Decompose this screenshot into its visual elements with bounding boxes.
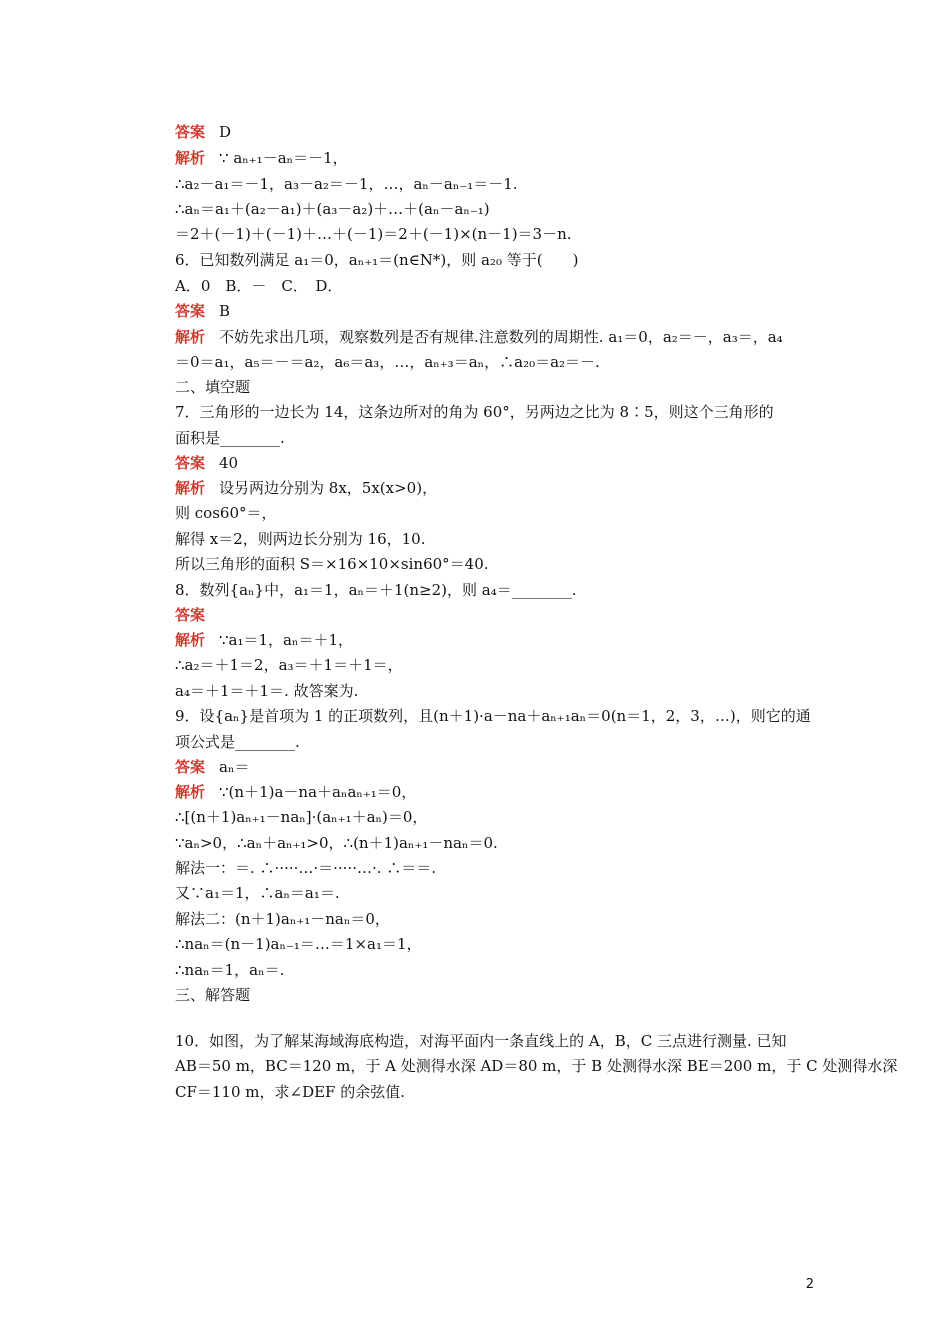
text-line bbox=[175, 352, 600, 372]
answer-label: 答案 bbox=[175, 123, 206, 141]
line-text: ∵a₁＝1，aₙ＝＋1， bbox=[219, 631, 354, 649]
line-text: 6．已知数列满足 a₁＝0，aₙ₊₁＝(n∈N*)，则 a₂₀ 等于( ) bbox=[175, 251, 579, 269]
line-text: 8．数列{aₙ}中，a₁＝1，aₙ＝＋1(n≥2)，则 a₄＝________. bbox=[175, 581, 577, 599]
line-text: D bbox=[219, 123, 232, 141]
line-text: 面积是________. bbox=[175, 429, 285, 447]
text-line bbox=[175, 1056, 897, 1076]
text-line bbox=[175, 807, 427, 827]
answer-label: 答案 bbox=[175, 758, 206, 776]
line-text: 又∵a₁＝1，∴aₙ＝a₁＝. bbox=[175, 884, 340, 902]
answer-label: 解析 bbox=[175, 631, 206, 649]
text-line bbox=[175, 630, 353, 650]
text-line bbox=[175, 782, 416, 802]
text-line bbox=[175, 757, 249, 777]
text-line bbox=[175, 934, 422, 954]
answer-label: 答案 bbox=[175, 302, 206, 320]
line-text: ∴aₙ＝a₁＋(a₂－a₁)＋(a₃－a₂)＋…＋(aₙ－aₙ₋₁) bbox=[175, 200, 490, 218]
line-text: 三、解答题 bbox=[175, 986, 251, 1004]
line-text: a₄＝＋1＝＋1＝. 故答案为. bbox=[175, 682, 359, 700]
answer-label: 解析 bbox=[175, 783, 206, 801]
text-line bbox=[175, 224, 572, 244]
line-text: ∴[(n＋1)aₙ₊₁－naₙ]·(aₙ₊₁＋aₙ)＝0， bbox=[175, 808, 428, 826]
line-text: 解得 x＝2，则两边长分别为 16，10. bbox=[175, 530, 426, 548]
text-line bbox=[175, 529, 425, 549]
text-line bbox=[175, 148, 348, 168]
text-line bbox=[175, 883, 340, 903]
line-text: ＝2＋(－1)＋(－1)＋…＋(－1)＝2＋(－1)×(n－1)＝3－n. bbox=[175, 225, 572, 243]
text-line bbox=[175, 554, 489, 574]
line-text: ＝0＝a₁，a₅＝－＝a₂，a₆＝a₃，…，aₙ₊₃＝aₙ，∴a₂₀＝a₂＝－. bbox=[175, 353, 600, 371]
text-line bbox=[175, 960, 284, 980]
text-line bbox=[175, 428, 285, 448]
text-line bbox=[175, 580, 577, 600]
text-line bbox=[175, 301, 230, 321]
text-line bbox=[175, 732, 300, 752]
line-text: 解法一：＝. ∴·····…·＝·····…·. ∴＝＝. bbox=[175, 859, 437, 877]
answer-label: 解析 bbox=[175, 149, 206, 167]
answer-label: 解析 bbox=[175, 328, 206, 346]
text-line bbox=[175, 122, 231, 142]
line-text: 所以三角形的面积 S＝×16×10×sin60°＝40. bbox=[175, 555, 489, 573]
text-line bbox=[175, 985, 250, 1005]
text-line bbox=[175, 377, 250, 397]
text-line bbox=[175, 478, 437, 498]
line-text: 设另两边分别为 8x，5x(x>0)， bbox=[219, 479, 438, 497]
line-text: ∴naₙ＝(n－1)aₙ₋₁＝…＝1×a₁＝1， bbox=[175, 935, 422, 953]
text-line bbox=[175, 681, 358, 701]
text-line bbox=[175, 276, 342, 296]
text-line bbox=[175, 605, 219, 625]
answer-label: 答案 bbox=[175, 454, 206, 472]
text-line bbox=[175, 909, 390, 929]
line-text: 项公式是________. bbox=[175, 733, 300, 751]
text-line bbox=[175, 174, 518, 194]
text-line bbox=[175, 402, 774, 422]
line-text: B bbox=[219, 302, 231, 320]
line-text: ∴a₂－a₁＝－1，a₃－a₂＝－1，…，aₙ－aₙ₋₁＝－1. bbox=[175, 175, 518, 193]
text-line bbox=[175, 453, 238, 473]
text-line bbox=[175, 1082, 405, 1102]
text-line bbox=[175, 250, 578, 270]
line-text: 10．如图，为了解某海域海底构造，对海平面内一条直线上的 A，B，C 三点进行测量. 已知 bbox=[175, 1032, 787, 1050]
line-text: 40 bbox=[219, 454, 239, 472]
line-text: ∴a₂＝＋1＝2，a₃＝＋1＝＋1＝， bbox=[175, 656, 403, 674]
text-line bbox=[175, 858, 436, 878]
text-line bbox=[175, 199, 490, 219]
answer-label: 答案 bbox=[175, 606, 206, 624]
line-text: AB＝50 m，BC＝120 m，于 A 处测得水深 AD＝80 m，于 B 处测得水深 BE＝200 m，于 C 处测得水深 bbox=[175, 1057, 898, 1075]
line-text: 不妨先求出几项，观察数列是否有规律.注意数列的周期性. a₁＝0，a₂＝－，a₃＝，a₄ bbox=[219, 328, 783, 346]
line-text: ∵(n＋1)a－na＋aₙaₙ₊₁＝0， bbox=[219, 783, 417, 801]
text-line bbox=[175, 503, 277, 523]
text-line bbox=[175, 833, 498, 853]
line-text: ∴naₙ＝1，aₙ＝. bbox=[175, 961, 285, 979]
line-text: 则 cos60°＝， bbox=[175, 504, 277, 522]
text-line bbox=[175, 1031, 787, 1051]
text-line bbox=[175, 706, 811, 726]
text-line bbox=[175, 655, 403, 675]
line-text: 7．三角形的一边长为 14，这条边所对的角为 60°，另两边之比为 8∶5，则这个三角形的 bbox=[175, 403, 774, 421]
answer-label: 解析 bbox=[175, 479, 206, 497]
line-text: CF＝110 m，求∠DEF 的余弦值. bbox=[175, 1083, 405, 1101]
line-text: A．0 B．－ C． D． bbox=[175, 277, 343, 295]
line-text: ∵aₙ>0，∴aₙ＋aₙ₊₁>0，∴(n＋1)aₙ₊₁－naₙ＝0. bbox=[175, 834, 498, 852]
page-number: 2 bbox=[805, 1277, 814, 1292]
line-text: 二、填空题 bbox=[175, 378, 251, 396]
line-text: 9．设{aₙ}是首项为 1 的正项数列，且(n＋1)·a－na＋aₙ₊₁aₙ＝0(n＝1，2，3，…)，则它的通 bbox=[175, 707, 811, 725]
text-line bbox=[175, 327, 783, 347]
line-text: ∵ aₙ₊₁－aₙ＝－1， bbox=[219, 149, 348, 167]
line-text: 解法二：(n＋1)aₙ₊₁－naₙ＝0， bbox=[175, 910, 390, 928]
line-text: aₙ＝ bbox=[219, 758, 250, 776]
